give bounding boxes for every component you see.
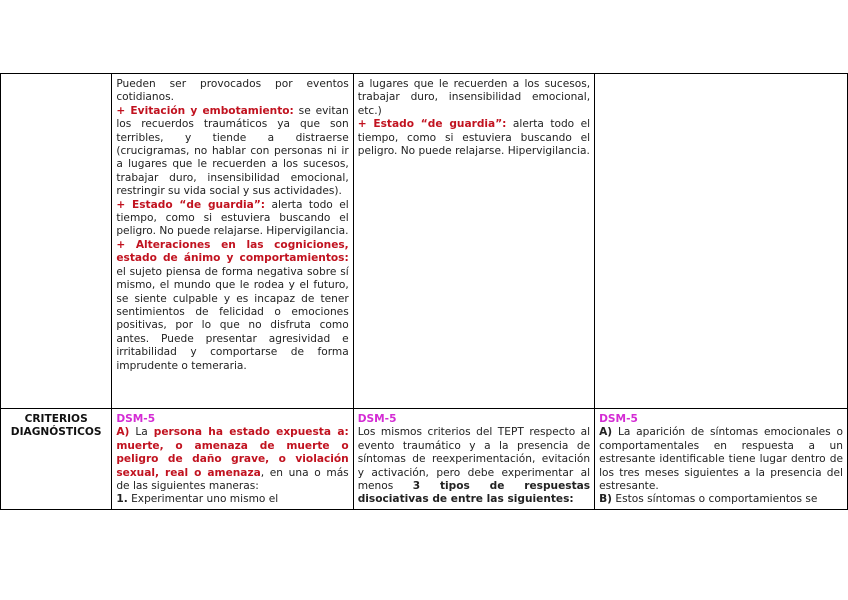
criterion-a	[116, 426, 348, 493]
intro-text: Pueden ser provocados por eventos cotidianos.	[116, 78, 349, 104]
guardia-text: alerta todo el tiempo, como si estuviera buscando el peligro. No puede relajarse. Hipervigilancia.	[357, 118, 591, 158]
table-row	[1, 409, 848, 510]
criterion-a-prefix: A)	[599, 426, 613, 439]
guardia-paragraph	[358, 118, 590, 158]
criterion-a-text: La aparición de síntomas emocionales o comportamentales en respuesta a un estresante identificable tiene lugar dentro de los tres meses siguientes a la presencia del estresante.	[599, 426, 843, 493]
guardia-title: + Estado “de guardia”:	[116, 198, 266, 211]
evitacion-text: se evitan los recuerdos traumáticos ya que son terribles, y tiende a distraerse (crucigramas, no hablar con personas ni ir a lugares que le recuerden a los sucesos, trabajar duro, insensibilidad emocional, restringir su vida social y sus actividades).	[116, 104, 349, 198]
criterion-a-la: La	[129, 426, 154, 439]
item-1-text: Experimentar uno mismo el	[127, 493, 279, 506]
criteria-cell-tept	[112, 409, 353, 510]
table-row	[1, 74, 848, 409]
criterion-item-1	[116, 493, 348, 506]
label-cell-empty	[1, 74, 112, 409]
criterion-a-bold: persona ha estado expuesta a: muerte, o amenaza de muerte o peligro de daño grave, o violación sexual, real o amenaza	[116, 426, 349, 479]
dsm-label: DSM-5	[599, 413, 638, 425]
item-1-number: 1.	[116, 493, 128, 506]
criterion-a-prefix: A)	[116, 426, 130, 439]
symptoms-cell-adaptativo	[595, 74, 848, 409]
criterion-b	[599, 493, 843, 506]
criteria-table	[0, 73, 848, 510]
criterion-a	[599, 426, 843, 493]
evitacion-title: + Evitación y embotamiento:	[116, 104, 294, 117]
evitacion-paragraph	[116, 105, 348, 199]
criteria-cell-adaptativo	[595, 409, 848, 510]
criteria-bold: 3 tipos de respuestas disociativas de entre las siguientes:	[357, 480, 591, 506]
criteria-label: CRITERIOS DIAGNÓSTICOS	[1, 409, 112, 510]
criterion-b-text: Estos síntomas o comportamientos se	[612, 493, 818, 506]
dsm-label: DSM-5	[357, 413, 397, 425]
guardia-text: alerta todo el tiempo, como si estuviera buscando el peligro. No puede relajarse. Hipervigilancia.	[116, 198, 349, 238]
criteria-text	[358, 426, 590, 506]
symptoms-cell-tept	[112, 74, 353, 409]
criterion-b-prefix: B)	[599, 493, 613, 506]
guardia-paragraph	[116, 199, 348, 239]
intro-text: a lugares que le recuerden a los sucesos, trabajar duro, insensibilidad emocional, etc.)	[357, 78, 591, 117]
criteria-cell-tea	[353, 409, 594, 510]
guardia-title: + Estado “de guardia”:	[357, 118, 507, 131]
alteraciones-text: el sujeto piensa de forma negativa sobre sí mismo, el mundo que le rodea y el futuro, se siente culpable y es incapaz de tener sentimientos de felicidad o emociones positivas, por lo que no disfruta como antes. Puede presentar agresividad e irritabilidad y comportarse de forma imprudente o temeraria.	[116, 265, 349, 372]
symptoms-cell-tea	[353, 74, 594, 409]
alteraciones-paragraph	[116, 239, 348, 373]
dsm-label: DSM-5	[116, 413, 156, 425]
criteria-body: Los mismos criterios del TEPT respecto al evento traumático y a la presencia de síntomas de reexperimentación, evitación y activación, pero debe experimentar al menos	[357, 426, 591, 493]
criterion-a-rest: , en una o más de las siguientes maneras:	[116, 466, 349, 493]
alteraciones-title: + Alteraciones en las cogniciones, estado de ánimo y comportamientos:	[116, 238, 349, 265]
